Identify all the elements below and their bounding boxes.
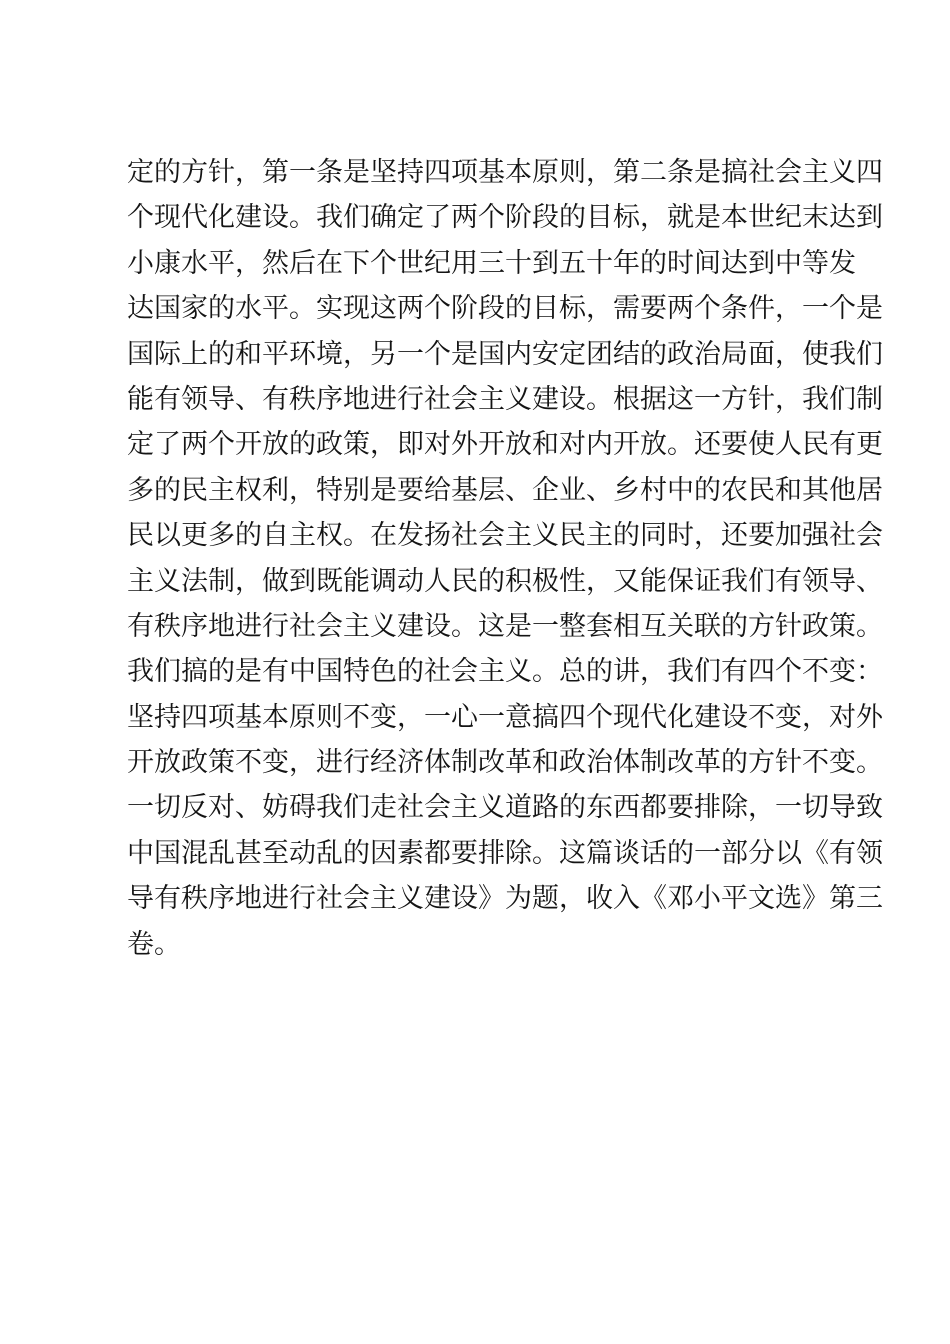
text-line: 多的民主权利，特别是要给基层、企业、乡村中的农民和其他居 xyxy=(127,474,883,506)
body-text xyxy=(127,150,883,967)
text-line: 我们搞的是有中国特色的社会主义。总的讲，我们有四个不变： xyxy=(127,656,883,688)
text-line: 开放政策不变，进行经济体制改革和政治体制改革的方针不变。 xyxy=(127,747,883,779)
text-line: 卷。 xyxy=(127,928,181,960)
text-line: 中国混乱甚至动乱的因素都要排除。这篇谈话的一部分以《有领 xyxy=(127,837,883,869)
text-line: 能有领导、有秩序地进行社会主义建设。根据这一方针，我们制 xyxy=(127,383,883,415)
text-line: 小康水平，然后在下个世纪用三十到五十年的时间达到中等发 xyxy=(127,247,856,279)
text-line: 导有秩序地进行社会主义建设》为题，收入《邓小平文选》第三 xyxy=(127,883,883,915)
text-line: 达国家的水平。实现这两个阶段的目标，需要两个条件，一个是 xyxy=(127,293,883,325)
text-line: 主义法制，做到既能调动人民的积极性，又能保证我们有领导、 xyxy=(127,565,883,597)
text-line: 国际上的和平环境，另一个是国内安定团结的政治局面，使我们 xyxy=(127,338,883,370)
text-line: 一切反对、妨碍我们走社会主义道路的东西都要排除，一切导致 xyxy=(127,792,883,824)
text-line: 有秩序地进行社会主义建设。这是一整套相互关联的方针政策。 xyxy=(127,610,883,642)
text-line: 个现代化建设。我们确定了两个阶段的目标，就是本世纪末达到 xyxy=(127,202,883,234)
text-line: 定了两个开放的政策，即对外开放和对内开放。还要使人民有更 xyxy=(127,429,883,461)
text-line: 定的方针，第一条是坚持四项基本原则，第二条是搞社会主义四 xyxy=(127,157,883,188)
text-line: 民以更多的自主权。在发扬社会主义民主的同时，还要加强社会 xyxy=(127,520,883,552)
text-line: 坚持四项基本原则不变，一心一意搞四个现代化建设不变，对外 xyxy=(127,701,883,733)
